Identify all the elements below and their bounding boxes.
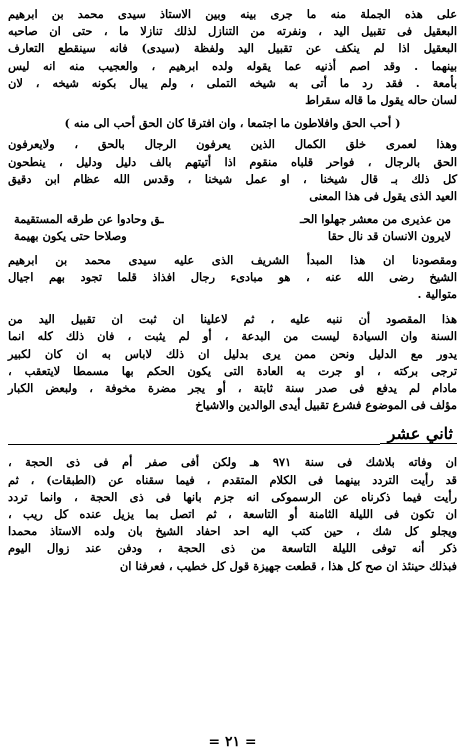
text-line: كل ذلك بـ قال شيخنا ، او عمل شيخنا ، وقدس الله عظام ابن دقيق: [8, 171, 457, 186]
paragraph-3: [8, 252, 457, 304]
text-line: السنة وان السيادة ليست من البدعة ، أو لم يثبت ، فان ذلك كله انما: [8, 329, 457, 344]
text-line: ان تكون فى الليلة الثامنة أو التاسعة ، ثم اتصل بما يزيل عنده كل ريب ،: [8, 507, 457, 522]
text-line: وهذا لعمرى خلق الكمال الذين يعرفون الرجال بالحق ، ولايعرفون: [8, 137, 457, 152]
section-heading: [8, 420, 457, 448]
text-line: هذا المقصود أن ننبه عليه ، ثم لاعلينا ان ثبت ان تقبيل اليد من: [8, 312, 457, 327]
text-line: بينهما . وقد اصم أذنيه عما يقوله ولده ابرهيم ، والعجيب منه انه ليس: [8, 58, 457, 73]
text-line: العيد الذى يقول فى هذا المعنى: [309, 189, 457, 204]
verse-first-hemistich: لايرون الانسان قد نال حقا: [327, 229, 451, 244]
text-line: فبذلك حينئذ ان صح كل هذا ، قطعت جهيزة قول كل خطيب ، فعرفنا ان: [119, 558, 457, 573]
verse-first-hemistich: من عذيرى من معشر جهلوا الحـ: [300, 212, 451, 227]
paragraph-4: [8, 311, 457, 414]
text-line: ترجى بركته ، او جرت به العادة التى يكون الحكم بها مسمطا لايتعقب ،: [8, 363, 457, 378]
text-line: البعقيل اذا لم ينكف عن تقبيل اليد ولفظة (سيدى) فانه سينقطع التعارف: [8, 41, 457, 56]
text-line: الشيخ رضى الله عنه ، هو مبادىء رجال افذاذ قلما تجود بهم اجيال: [8, 269, 457, 284]
quoted-saying: ( أحب الحق وافلاطون ما اجتمعا ، وان افترقا كان الحق أحب الى منه ): [64, 116, 401, 131]
verse-second-hemistich: ـق وحادوا عن طرقه المستقيمة: [14, 212, 164, 227]
verse-second-hemistich: وصلاحا حتى يكون بهيمة: [14, 229, 127, 244]
paragraph-1: [8, 6, 457, 109]
section-title: ثاني عشر: [380, 424, 457, 444]
text-line: البعقيل فى تقبيل اليد ، ونفرته من التنازل لذلك تنازلا ما ، حتى ان صاحبه: [8, 24, 457, 39]
text-line: قد رأيت التردد بينهما فى الكلام المتقدم ، فيما سقناه عن (الطبقات) ، ثم: [8, 472, 457, 487]
text-line: مؤلف فى الموضوع فشرع تقبيل أيدى الوالدين والاشياخ: [195, 398, 457, 413]
poem-verse: [8, 228, 457, 245]
poem-verse: [8, 211, 457, 228]
text-line: لسان حاله يقول ما قاله سقراط: [305, 93, 457, 108]
poem: [8, 211, 457, 245]
text-line: على هذه الجملة منه ما جرى بينه وبين الاستاذ سيدى محمد بن ابرهيم: [8, 7, 457, 21]
spacer: [8, 303, 457, 311]
text-line: ومقصودنا ان هذا المبدأ الشريف الذى عليه سيدى محمد بن ابرهيم: [8, 252, 457, 267]
text-line: بأمعة . فقد رد ما أتى به شيخه التملى ، ولم يبال بكونه شيخه ، لان: [8, 75, 457, 90]
paragraph-5: [8, 454, 457, 574]
text-line: يدور مع الدليل ونحن ممن يرى بدليل ان ذلك لاباس به ان كان لكبير: [8, 346, 457, 361]
paragraph-2: [8, 136, 457, 205]
text-line: مادام لم يدفع فى صدر سنة ثابتة ، أو يجر مضرة مخوفة ، ولبعض الكبار: [8, 381, 457, 396]
heading-rule: [8, 444, 380, 445]
text-line: رأيت فيما ذكرناه عن الرسموكى انه جزم بانها فى ذى الحجة ، وانما تردد: [8, 489, 457, 504]
text-line: ان وفاته بلاشك فى سنة ٩٧١ هـ ولكن أفى صفر أم فى ذى الحجة ،: [8, 455, 457, 470]
text-line: ويجلو كل شك ، حين كتب اليه احد احفاد الشيخ بان ولده الاستاذ محمدا: [8, 524, 457, 539]
text-line: الحق بالرجال ، فواحر قلباه منقوم اذا أتيتهم بالف دليل ودليل ، ينطحون: [8, 154, 457, 169]
text-line: ذكر أنه توفى الليلة التاسعة من ذى الحجة ، ودفن عند زوال اليوم: [8, 541, 457, 556]
text-line: متوالية .: [417, 287, 457, 302]
page-number: = ٢١ =: [208, 734, 257, 750]
